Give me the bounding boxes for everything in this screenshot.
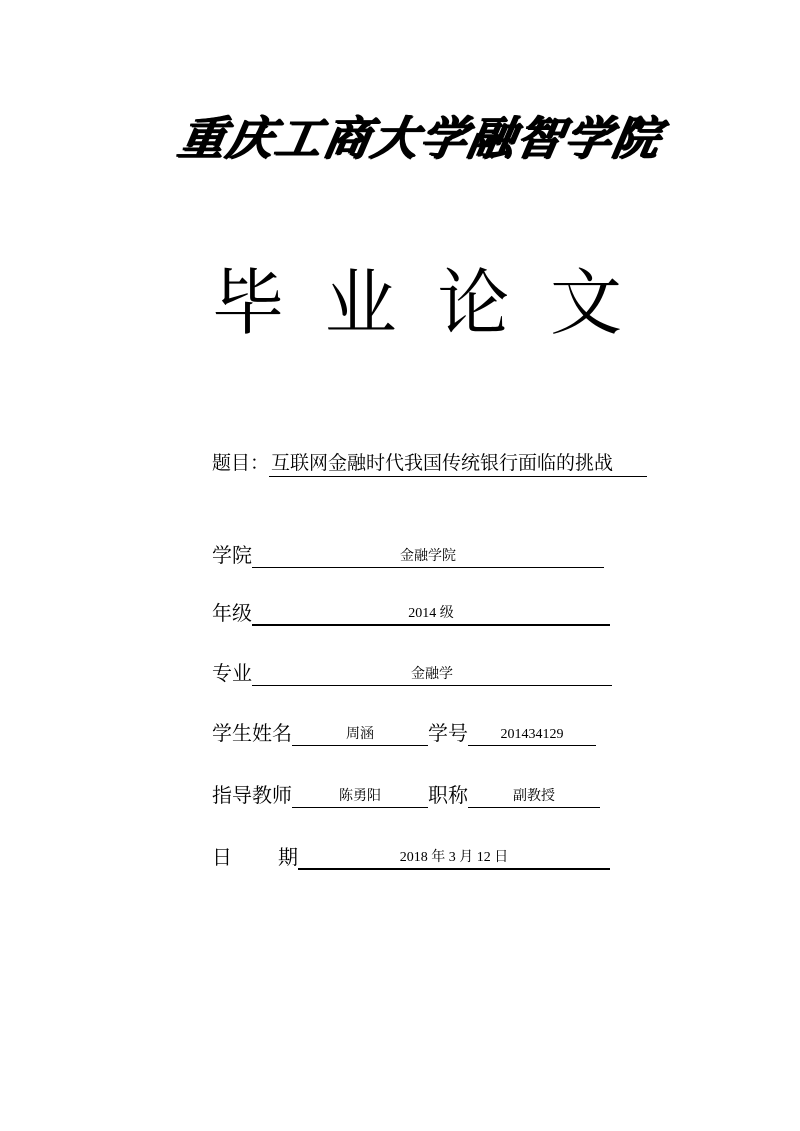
document-title xyxy=(212,252,622,345)
topic-label: 题目： xyxy=(212,452,270,474)
major-label: 专业 xyxy=(212,661,252,685)
school-char: 学 xyxy=(560,111,616,165)
school-char: 院 xyxy=(608,111,665,165)
student-id-label: 学号 xyxy=(428,721,468,745)
college-label: 学院 xyxy=(212,543,252,567)
date-label-char: 日 xyxy=(212,845,232,869)
topic-line xyxy=(212,448,647,477)
field-student xyxy=(212,716,596,746)
title-char: 文 xyxy=(549,261,622,345)
school-char: 工 xyxy=(271,111,327,165)
field-grade xyxy=(212,596,610,626)
title-char: 毕 xyxy=(212,261,285,345)
student-name-label: 学生姓名 xyxy=(212,721,292,745)
college-value: 金融学院 xyxy=(252,544,604,568)
school-char: 商 xyxy=(319,111,375,165)
date-value: 2018 年 3 月 12 日 xyxy=(298,846,610,870)
advisor-label: 指导教师 xyxy=(212,783,292,807)
title-char: 论 xyxy=(437,261,510,345)
grade-value: 2014 级 xyxy=(252,602,610,626)
school-char: 庆 xyxy=(222,111,279,165)
field-college xyxy=(212,538,604,568)
student-name-value: 周涵 xyxy=(292,722,428,746)
grade-label: 年级 xyxy=(212,601,252,625)
school-name-text xyxy=(174,100,666,170)
date-label xyxy=(212,844,298,870)
student-id-value: 201434129 xyxy=(468,722,596,746)
field-advisor xyxy=(212,778,600,808)
advisor-title-value: 副教授 xyxy=(468,784,600,808)
major-value: 金融学 xyxy=(252,662,612,686)
topic-value: 互联网金融时代我国传统银行面临的挑战 xyxy=(269,448,647,477)
advisor-title-label: 职称 xyxy=(428,783,468,807)
school-char: 重 xyxy=(174,111,231,165)
title-char: 业 xyxy=(324,261,397,345)
date-label-char: 期 xyxy=(278,845,298,869)
advisor-value: 陈勇阳 xyxy=(292,784,428,808)
school-char: 大 xyxy=(367,111,424,165)
school-char: 智 xyxy=(512,111,568,165)
field-major xyxy=(212,656,612,686)
school-name-calligraphy xyxy=(174,100,665,170)
school-char: 融 xyxy=(464,111,520,165)
field-date xyxy=(212,840,610,870)
school-char: 学 xyxy=(415,111,472,165)
